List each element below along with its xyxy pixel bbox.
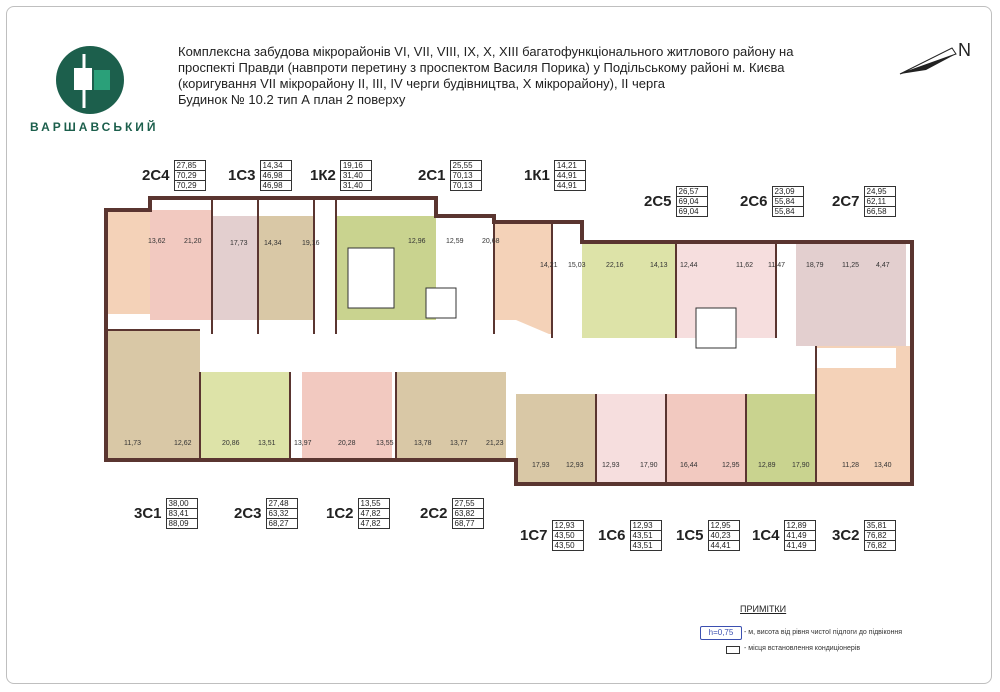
room-area: 13,77	[450, 440, 468, 447]
area-living: 38,00	[167, 499, 197, 509]
room-area: 17,73	[230, 240, 248, 247]
area-living: 26,57	[677, 187, 707, 197]
room-area: 20,68	[482, 238, 500, 245]
apartment-label	[832, 520, 896, 551]
area-total: 41,49	[785, 531, 815, 541]
area-total-with-balcony: 68,77	[454, 519, 475, 528]
apartment-code: 1К1	[524, 167, 550, 184]
area-total: 70,29	[175, 171, 205, 181]
area-total-with-balcony: 43,51	[632, 541, 653, 550]
area-total: 40,23	[709, 531, 739, 541]
room-area: 14,34	[264, 240, 282, 247]
apartment-areas	[864, 520, 896, 551]
apartment-areas	[784, 520, 816, 551]
room-area: 13,97	[294, 440, 312, 447]
area-total-with-balcony: 88,09	[168, 519, 189, 528]
area-total-with-balcony: 44,91	[556, 181, 577, 190]
room-area: 11,62	[736, 262, 753, 269]
apartment-areas	[174, 160, 206, 191]
area-total: 62,11	[865, 197, 895, 207]
area-total-with-balcony: 69,04	[678, 207, 699, 216]
area-total-with-balcony: 43,50	[554, 541, 575, 550]
area-total-with-balcony: 47,82	[360, 519, 381, 528]
area-living: 27,85	[175, 161, 205, 171]
room-area: 17,90	[792, 462, 810, 469]
area-total: 69,04	[677, 197, 707, 207]
apartment-code: 1К2	[310, 167, 336, 184]
area-total-with-balcony: 44,41	[710, 541, 731, 550]
title-line-1: Комплексна забудова мікрорайонів VI, VII, VIII, IX, X, XIII багатофункціонального житлового району на	[178, 44, 794, 59]
room-area: 12,93	[602, 462, 620, 469]
apartment-code: 3С1	[134, 505, 162, 522]
area-living: 12,95	[709, 521, 739, 531]
room-area: 12,89	[758, 462, 776, 469]
notes-title: ПРИМІТКИ	[740, 604, 787, 614]
apartment-code: 1С7	[520, 527, 548, 544]
area-total: 83,41	[167, 509, 197, 519]
area-total: 43,50	[553, 531, 583, 541]
area-total-with-balcony: 70,29	[176, 181, 197, 190]
apartment-areas	[772, 186, 804, 217]
apartment-code: 2С6	[740, 193, 768, 210]
area-total-with-balcony: 76,82	[866, 541, 887, 550]
room-area: 13,62	[148, 238, 166, 245]
room-area: 4,47	[876, 262, 890, 269]
room-area: 21,20	[184, 238, 202, 245]
apartment-areas	[676, 186, 708, 217]
room-area: 13,55	[376, 440, 394, 447]
room-area: 11,47	[768, 262, 785, 269]
ac-note: - місця встановлення кондиціонерів	[744, 645, 861, 652]
apartment-label	[142, 160, 206, 191]
area-living: 19,16	[341, 161, 371, 171]
apartment-code: 1С3	[228, 167, 256, 184]
apartment-code: 2С2	[420, 505, 448, 522]
room-area: 13,78	[414, 440, 432, 447]
area-total: 31,40	[341, 171, 371, 181]
apartment-label	[740, 186, 804, 217]
room-area: 16,44	[680, 462, 698, 469]
area-total: 44,91	[555, 171, 585, 181]
apartment-code: 1С5	[676, 527, 704, 544]
apartment-areas	[630, 520, 662, 551]
room-area: 17,90	[640, 462, 658, 469]
room-area: 18,79	[806, 262, 824, 269]
room-area: 20,28	[338, 440, 356, 447]
area-living: 27,48	[267, 499, 297, 509]
room-area: 17,93	[532, 462, 550, 469]
apartment-code: 2С5	[644, 193, 672, 210]
area-total-with-balcony: 68,27	[268, 519, 289, 528]
area-living: 14,34	[261, 161, 291, 171]
area-total-with-balcony: 46,98	[262, 181, 283, 190]
apartment-areas	[554, 160, 586, 191]
apartment-code: 1С2	[326, 505, 354, 522]
height-marker: h=0,75	[700, 626, 742, 640]
apartment-label	[752, 520, 816, 551]
area-total-with-balcony: 70,13	[452, 181, 473, 190]
apartment-label	[326, 498, 390, 529]
area-total: 70,13	[451, 171, 481, 181]
area-living: 27,55	[453, 499, 483, 509]
room-area: 21,23	[486, 440, 504, 447]
area-total: 55,84	[773, 197, 803, 207]
room-area: 12,44	[680, 262, 698, 269]
area-total: 63,32	[267, 509, 297, 519]
room-area: 12,96	[408, 238, 426, 245]
apartment-label	[676, 520, 740, 551]
room-area: 14,13	[650, 262, 668, 269]
area-living: 23,09	[773, 187, 803, 197]
area-living: 13,55	[359, 499, 389, 509]
area-living: 35,81	[865, 521, 895, 531]
room-area: 11,73	[124, 440, 141, 447]
apartment-areas	[260, 160, 292, 191]
apartment-code: 1С6	[598, 527, 626, 544]
apartment-code: 2С7	[832, 193, 860, 210]
room-area: 12,62	[174, 440, 192, 447]
area-total-with-balcony: 55,84	[774, 207, 795, 216]
area-living: 12,93	[631, 521, 661, 531]
room-area: 11,28	[842, 462, 859, 469]
apartment-label	[234, 498, 298, 529]
area-total-with-balcony: 66,58	[866, 207, 887, 216]
apartment-label	[418, 160, 482, 191]
room-area: 13,40	[874, 462, 892, 469]
page-title	[178, 44, 878, 108]
title-line-2: проспекті Правди (навпроти перетину з проспектом Василя Порика) у Подільському районі м. Києва	[178, 60, 785, 75]
apartment-areas	[450, 160, 482, 191]
room-area: 13,51	[258, 440, 276, 447]
apartment-label	[832, 186, 896, 217]
north-label: N	[958, 40, 971, 60]
area-total: 76,82	[865, 531, 895, 541]
room-area: 14,21	[540, 262, 558, 269]
area-living: 14,21	[555, 161, 585, 171]
apartment-areas	[552, 520, 584, 551]
area-total: 47,82	[359, 509, 389, 519]
apartment-code: 2С1	[418, 167, 446, 184]
apartment-code: 1С4	[752, 527, 780, 544]
apartment-areas	[864, 186, 896, 217]
apartment-code: 3С2	[832, 527, 860, 544]
apartment-code: 2С4	[142, 167, 170, 184]
height-note: - м, висота від рівня чистої підлоги до підвіконня	[744, 629, 903, 636]
area-total-with-balcony: 31,40	[342, 181, 363, 190]
title-line-3: (коригування VII мікрорайону II, III, IV черги будівництва, X мікрорайону), II черга	[178, 76, 665, 91]
apartment-label	[134, 498, 198, 529]
apartment-label	[598, 520, 662, 551]
apartment-label	[228, 160, 292, 191]
apartment-label	[520, 520, 584, 551]
area-total: 43,51	[631, 531, 661, 541]
apartment-areas	[266, 498, 298, 529]
apartment-label	[644, 186, 708, 217]
apartment-areas	[166, 498, 198, 529]
ac-marker-icon	[726, 646, 740, 654]
apartment-areas	[452, 498, 484, 529]
title-line-4: Будинок № 10.2 тип А план 2 поверху	[178, 92, 406, 107]
room-area: 22,16	[606, 262, 624, 269]
room-area: 12,59	[446, 238, 464, 245]
apartment-label	[310, 160, 372, 191]
area-total: 46,98	[261, 171, 291, 181]
area-living: 12,89	[785, 521, 815, 531]
brand-name: ВАРШАВСЬКИЙ	[30, 120, 159, 134]
room-area: 20,86	[222, 440, 240, 447]
room-area: 11,25	[842, 262, 859, 269]
area-living: 12,93	[553, 521, 583, 531]
apartment-areas	[708, 520, 740, 551]
room-area: 12,95	[722, 462, 740, 469]
apartment-areas	[358, 498, 390, 529]
area-living: 25,55	[451, 161, 481, 171]
room-area: 19,16	[302, 240, 320, 247]
apartment-label	[420, 498, 484, 529]
apartment-code: 2С3	[234, 505, 262, 522]
apartment-label	[524, 160, 586, 191]
apartment-areas	[340, 160, 372, 191]
brand-logo	[44, 46, 136, 118]
room-area: 15,03	[568, 262, 586, 269]
area-total-with-balcony: 41,49	[786, 541, 807, 550]
area-living: 24,95	[865, 187, 895, 197]
area-total: 63,82	[453, 509, 483, 519]
room-area: 12,93	[566, 462, 584, 469]
